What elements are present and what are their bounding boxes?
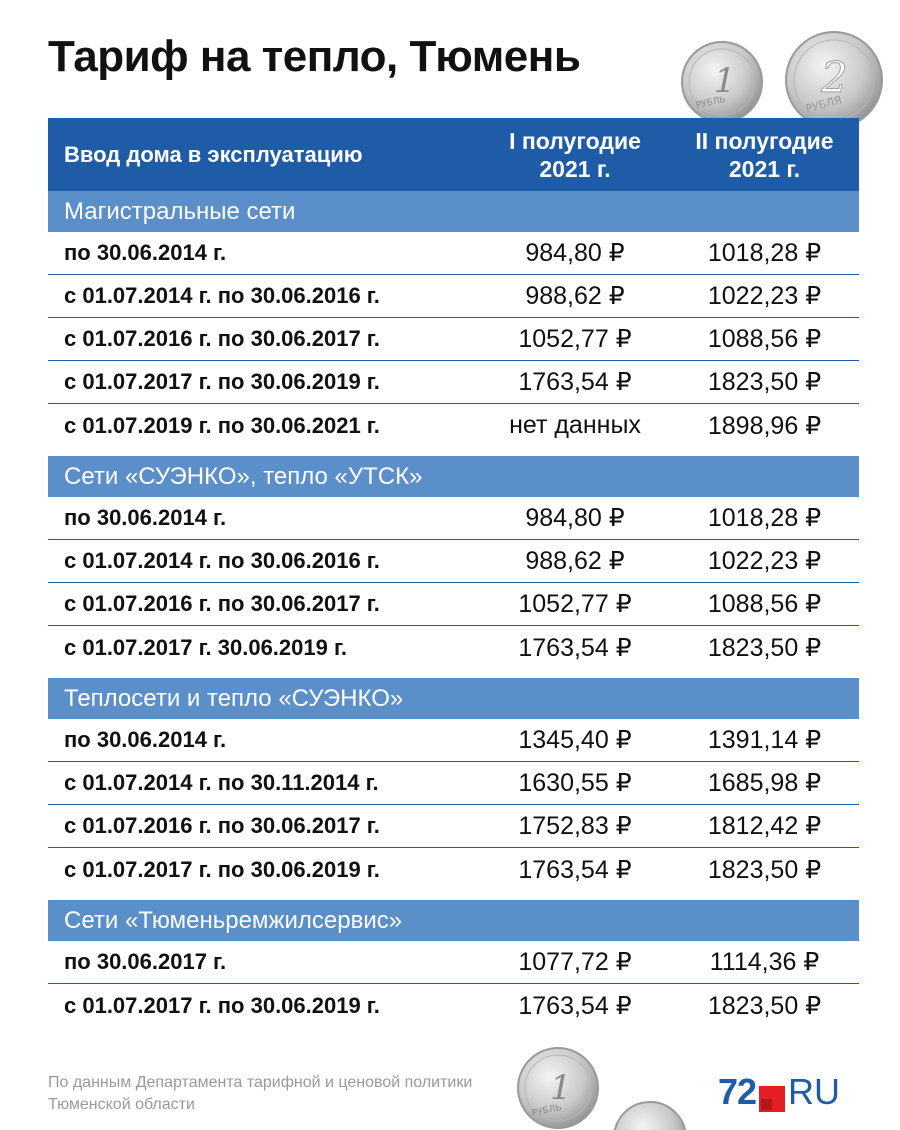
row-period-cell: по 30.06.2014 г. xyxy=(64,505,227,530)
row-period-cell: по 30.06.2014 г. xyxy=(64,240,227,265)
table-row xyxy=(48,941,859,984)
table-header xyxy=(48,118,859,191)
coins-bottom-illustration xyxy=(510,1042,700,1130)
row-h2-value: 1018,28 ₽ xyxy=(707,239,822,267)
coin-2-word: РУБЛЯ xyxy=(804,93,844,116)
row-period-cell: по 30.06.2017 г. xyxy=(64,949,227,974)
row-period-cell: с 01.07.2014 г. по 30.06.2016 г. xyxy=(64,548,380,573)
table-row xyxy=(48,404,859,447)
table-row xyxy=(48,497,859,540)
row-h1-value: 1077,72 ₽ xyxy=(518,948,632,976)
table-row xyxy=(48,762,859,805)
table-row xyxy=(48,583,859,626)
row-period-cell: с 01.07.2016 г. по 30.06.2017 г. xyxy=(64,326,380,351)
row-h2-value: 1823,50 ₽ xyxy=(707,855,822,884)
table-row xyxy=(48,984,859,1027)
section-header: Сети «СУЭНКО», тепло «УТСК» xyxy=(48,456,859,497)
row-h2-value: 1391,14 ₽ xyxy=(707,726,822,754)
coin-1-rub-icon xyxy=(682,42,762,122)
coin-1-word: РУБЛЬ xyxy=(695,94,727,111)
row-h1-value: 1052,77 ₽ xyxy=(518,590,632,618)
row-h1-value: 1763,54 ₽ xyxy=(518,633,632,662)
coin-1-rub-bottom-icon xyxy=(518,1048,598,1128)
section-header: Сети «Тюменьремжилсервис» xyxy=(48,900,859,941)
row-h2-value: 1823,50 ₽ xyxy=(707,368,822,396)
row-period-cell: с 01.07.2016 г. по 30.06.2017 г. xyxy=(64,591,380,616)
row-period-cell: с 01.07.2014 г. по 30.11.2014 г. xyxy=(64,770,379,795)
table-row xyxy=(48,540,859,583)
row-period-cell: с 01.07.2016 г. по 30.06.2017 г. xyxy=(64,813,380,838)
row-h2-value: 1088,56 ₽ xyxy=(707,590,822,618)
table-row xyxy=(48,275,859,318)
table-row xyxy=(48,626,859,669)
row-h1-value: 1763,54 ₽ xyxy=(518,368,632,396)
row-h1-value: 1345,40 ₽ xyxy=(518,726,632,754)
row-period-cell: с 01.07.2017 г. по 30.06.2019 г. xyxy=(64,369,380,394)
row-period-cell: с 01.07.2017 г. 30.06.2019 г. xyxy=(64,634,348,660)
table-row xyxy=(48,848,859,891)
row-h2-value: 1685,98 ₽ xyxy=(707,769,822,797)
logo-number: 72 xyxy=(718,1071,757,1112)
row-h1-value: нет данных xyxy=(509,411,641,439)
row-h2-value: 1898,96 ₽ xyxy=(707,411,822,440)
section-header: Теплосети и тепло «СУЭНКО» xyxy=(48,678,859,719)
row-h2-value: 1812,42 ₽ xyxy=(707,812,822,840)
tariff-table xyxy=(48,118,859,1027)
coin-1-numeral: 1 xyxy=(714,61,736,101)
row-period-cell: с 01.07.2017 г. по 30.06.2019 г. xyxy=(64,856,380,882)
coin-bottom-numeral: 1 xyxy=(550,1068,572,1108)
row-h1-value: 988,62 ₽ xyxy=(525,282,625,310)
row-period-cell: по 30.06.2014 г. xyxy=(64,727,227,752)
coin-partial-icon xyxy=(614,1102,686,1130)
logo-72ru xyxy=(718,1070,840,1114)
row-period-cell: с 01.07.2014 г. по 30.06.2016 г. xyxy=(64,283,380,308)
row-h2-value: 1018,28 ₽ xyxy=(707,504,822,532)
row-period-cell: с 01.07.2019 г. по 30.06.2021 г. xyxy=(64,412,380,438)
header-col-period: Ввод дома в эксплуатацию xyxy=(64,141,363,167)
header-col-h2: II полугодие 2021 г. xyxy=(695,127,834,182)
table-row xyxy=(48,361,859,404)
row-h2-value: 1114,36 ₽ xyxy=(709,948,820,976)
page-title: Тариф на тепло, Тюмень xyxy=(48,32,581,81)
row-h1-value: 984,80 ₽ xyxy=(525,239,625,267)
row-h2-value: 1823,50 ₽ xyxy=(707,633,822,662)
logo-mark-icon xyxy=(759,1079,785,1105)
logo-suffix: RU xyxy=(788,1071,841,1112)
row-h1-value: 1763,54 ₽ xyxy=(518,991,632,1020)
coin-2-numeral: 2 xyxy=(821,53,848,102)
table-row xyxy=(48,232,859,275)
row-h1-value: 988,62 ₽ xyxy=(525,547,625,575)
row-period-cell: с 01.07.2017 г. по 30.06.2019 г. xyxy=(64,992,380,1018)
coin-bottom-word: РУБЛЬ xyxy=(531,1102,563,1119)
row-h2-value: 1823,50 ₽ xyxy=(707,991,822,1020)
row-h1-value: 1763,54 ₽ xyxy=(518,855,632,884)
table-row xyxy=(48,805,859,848)
section-header: Магистральные сети xyxy=(48,191,859,232)
row-h2-value: 1022,23 ₽ xyxy=(707,282,822,310)
table-row xyxy=(48,719,859,762)
row-h1-value: 1630,55 ₽ xyxy=(518,769,632,797)
table-body xyxy=(48,191,859,1027)
header-col-h1: I полугодие 2021 г. xyxy=(509,127,641,182)
row-h2-value: 1022,23 ₽ xyxy=(707,547,822,575)
row-h1-value: 984,80 ₽ xyxy=(525,504,625,532)
row-h1-value: 1752,83 ₽ xyxy=(518,812,632,840)
coin-2-rub-icon xyxy=(786,32,882,128)
row-h2-value: 1088,56 ₽ xyxy=(707,325,822,353)
table-row xyxy=(48,318,859,361)
row-h1-value: 1052,77 ₽ xyxy=(518,325,632,353)
source-note: По данным Департамента тарифной и ценовой политики Тюменской области xyxy=(48,1074,473,1113)
